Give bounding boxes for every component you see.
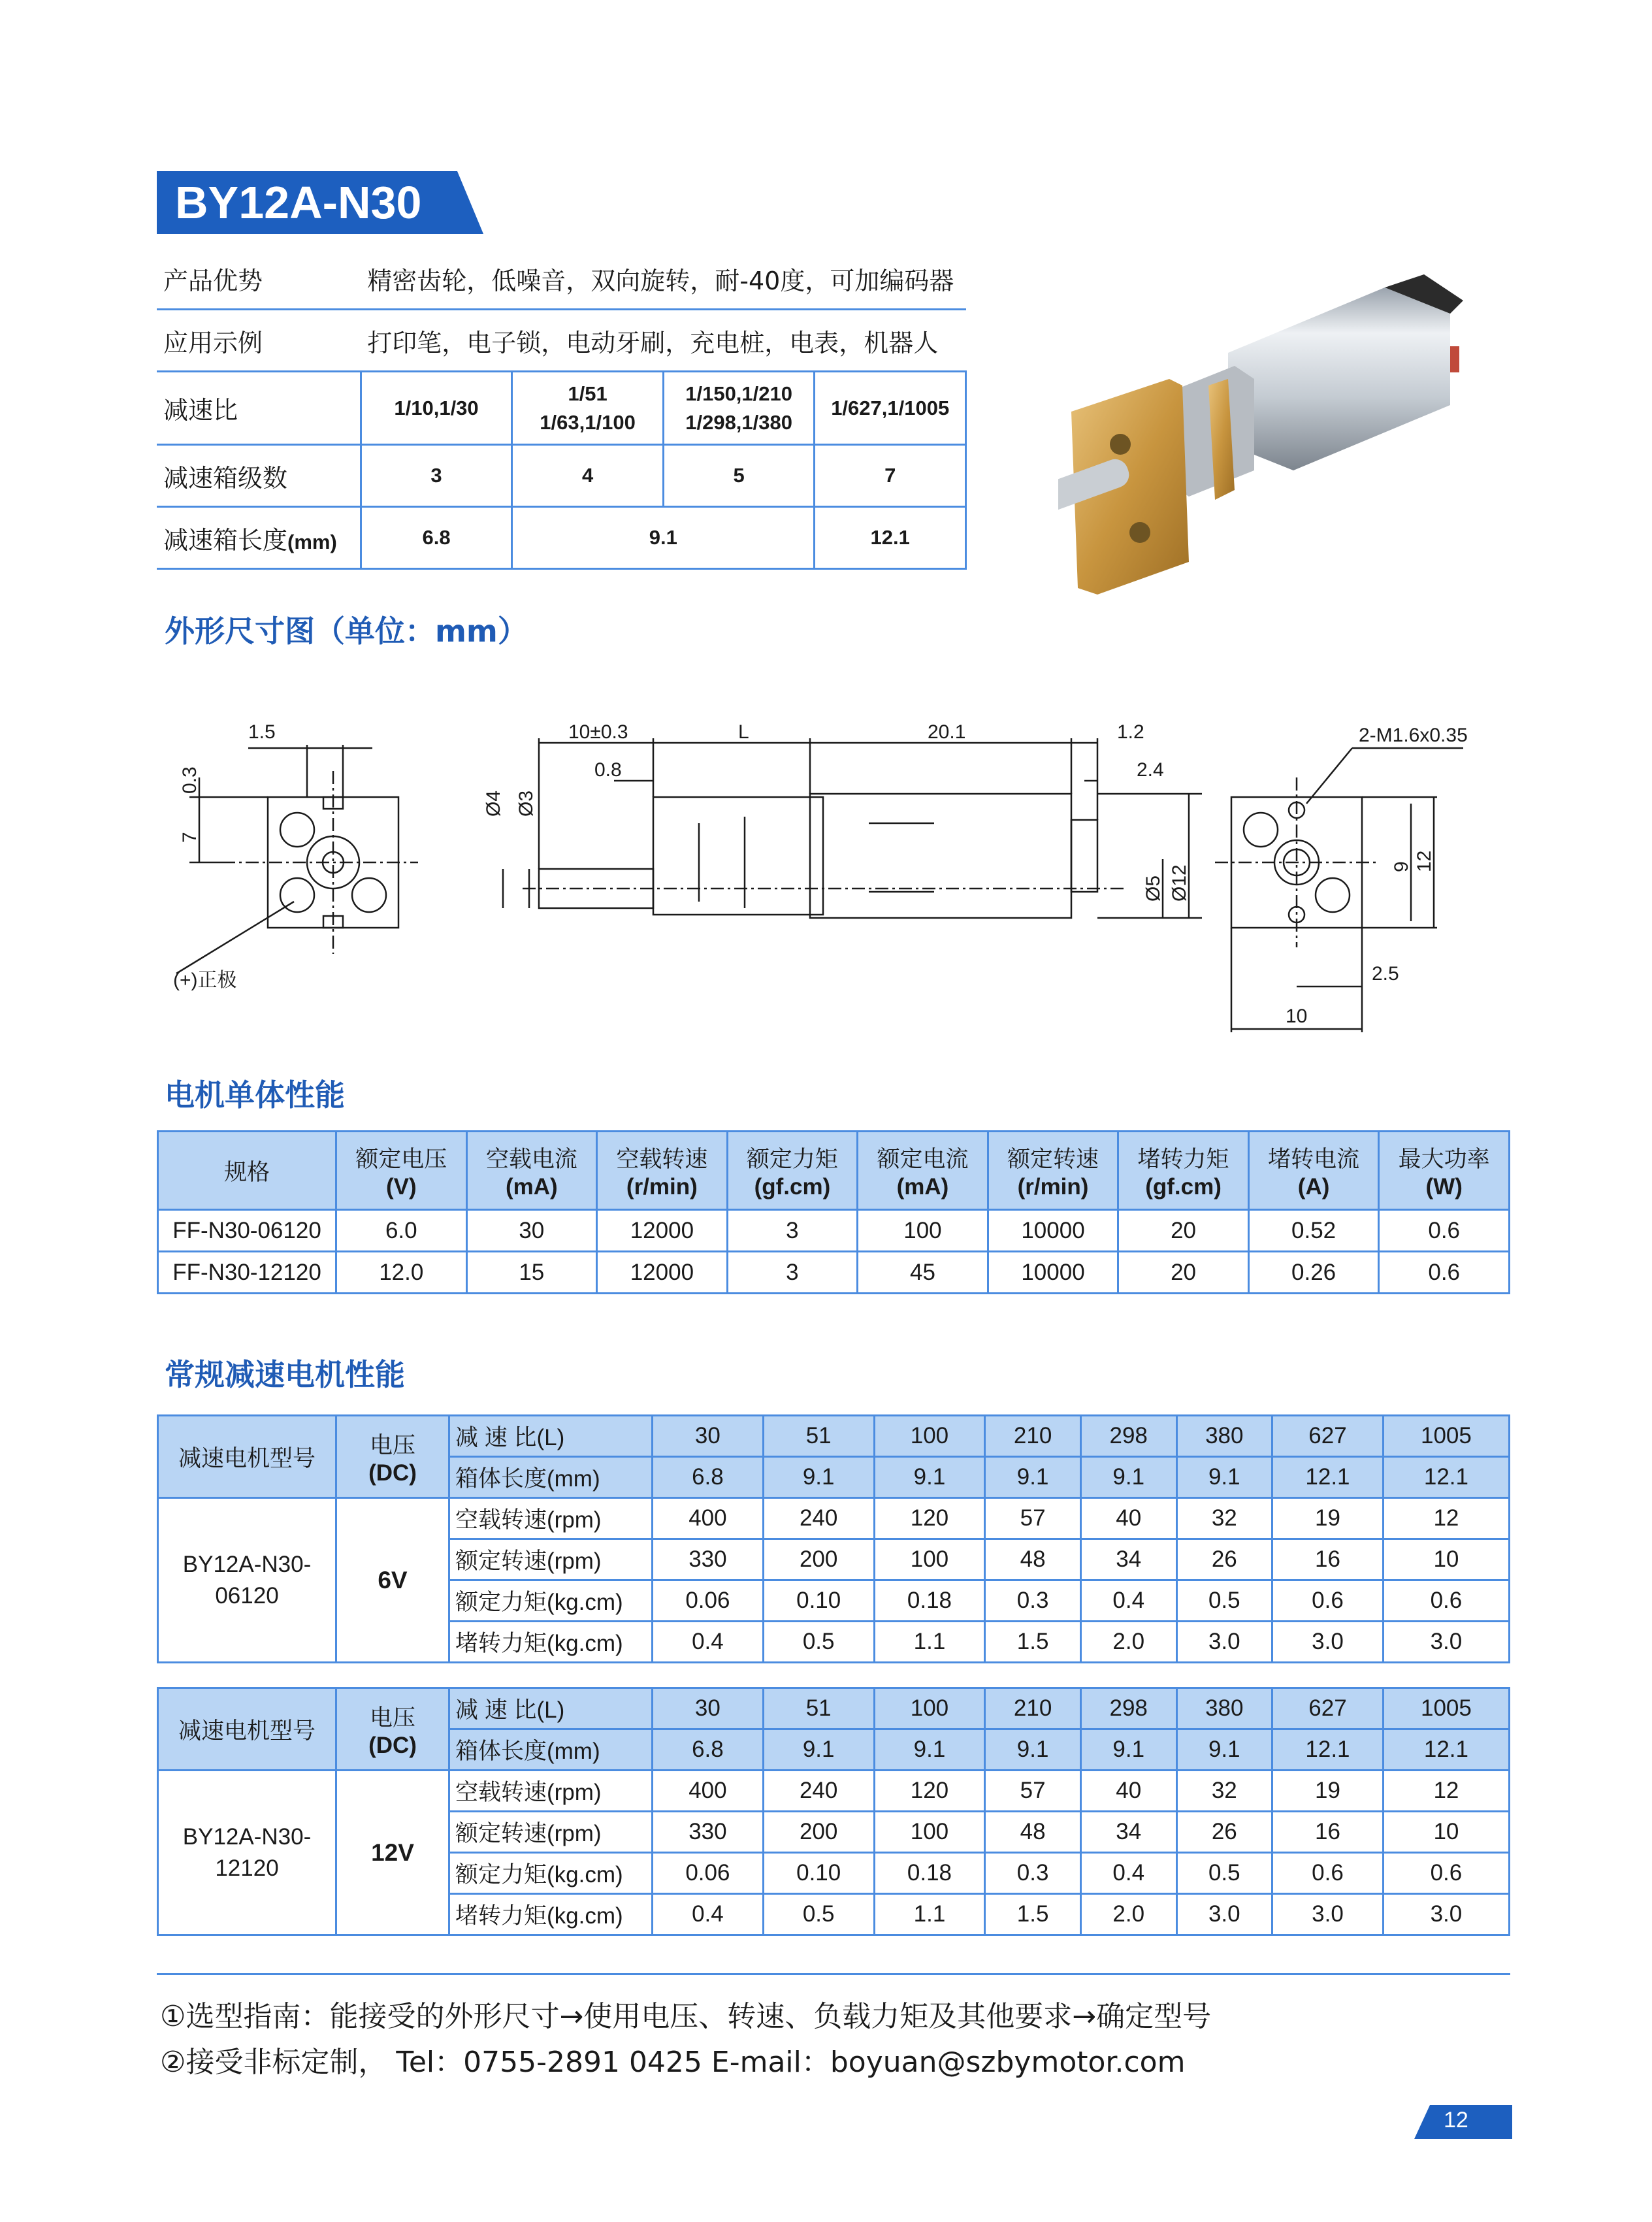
product-photo (1058, 274, 1476, 595)
dim-label: 2-M1.6x0.35 (1359, 725, 1468, 746)
length-cell: 9.1 (1176, 1457, 1272, 1498)
table-cell: 330 (653, 1812, 764, 1853)
length-cell: 12.1 (815, 507, 966, 569)
table-cell: 16 (1272, 1539, 1384, 1580)
header-label: 额定力矩 (746, 1146, 838, 1172)
header-unit: (A) (1297, 1173, 1330, 1200)
gear-header-row (158, 1416, 1510, 1457)
ratio-label: 减 速 比(L) (449, 1416, 653, 1457)
header-cell (1248, 1132, 1379, 1210)
table-cell: 3 (727, 1210, 858, 1252)
length-cell: 9.1 (512, 507, 815, 569)
table-cell: 0.3 (985, 1853, 1081, 1894)
dim-label: Ø12 (1169, 864, 1190, 902)
table-cell: 34 (1080, 1812, 1176, 1853)
table-cell: 19 (1272, 1771, 1384, 1812)
dim-label: Ø5 (1142, 875, 1164, 902)
table-cell: 1.1 (874, 1894, 985, 1935)
table-cell: 30 (466, 1210, 597, 1252)
ratio-cell: 380 (1176, 1688, 1272, 1729)
footer-divider (157, 1973, 1510, 1975)
product-title: BY12A-N30 (175, 177, 422, 228)
dim-label: Ø3 (515, 790, 537, 817)
ratio-cell: 298 (1080, 1416, 1176, 1457)
header-label: 空载电流 (485, 1146, 577, 1172)
row-label: 额定转速(rpm) (449, 1539, 653, 1580)
dimension-drawing (157, 712, 1515, 1052)
table-cell: 15 (466, 1252, 597, 1294)
length-cell: 9.1 (1080, 1457, 1176, 1498)
stages-cell: 3 (361, 445, 512, 507)
model-label: 减速电机型号 (158, 1688, 336, 1771)
table-cell: 10000 (988, 1210, 1118, 1252)
application-value: 打印笔，电子锁，电动牙刷，充电桩，电表，机器人 (361, 310, 965, 372)
gear-section-title: 常规减速电机性能 (165, 1357, 405, 1392)
table-cell: 0.5 (763, 1894, 874, 1935)
spec-table (157, 248, 967, 570)
header-label: 最大功率 (1398, 1146, 1490, 1172)
header-cell (988, 1132, 1118, 1210)
table-cell: 0.4 (1080, 1853, 1176, 1894)
table-cell: 0.4 (653, 1894, 764, 1935)
table-cell: 2.0 (1080, 1622, 1176, 1663)
motor-can (1228, 287, 1450, 470)
table-cell: 0.5 (1176, 1580, 1272, 1622)
model-label: 减速电机型号 (158, 1416, 336, 1498)
header-unit: (gf.cm) (754, 1173, 831, 1200)
header-cell (336, 1132, 467, 1210)
motor-table (157, 1130, 1510, 1294)
length-cell: 9.1 (1080, 1729, 1176, 1771)
voltage-dc: (DC) (368, 1460, 417, 1486)
table-cell: 0.10 (763, 1853, 874, 1894)
table-cell: 0.4 (653, 1622, 764, 1663)
table-row (158, 1498, 1510, 1539)
ratio-cell: 1/51 1/63,1/100 (512, 372, 664, 445)
table-cell: 0.52 (1248, 1210, 1379, 1252)
table-cell: 10000 (988, 1252, 1118, 1294)
table-cell: 20 (1118, 1210, 1249, 1252)
ratio-cell: 1005 (1383, 1688, 1509, 1729)
length-cell: 12.1 (1272, 1457, 1384, 1498)
length-cell: 6.8 (653, 1457, 764, 1498)
table-cell: 1.5 (985, 1894, 1081, 1935)
table-cell: FF-N30-12120 (158, 1252, 336, 1294)
table-cell: 0.6 (1379, 1210, 1510, 1252)
dim-label: 10 (1286, 1005, 1308, 1027)
table-cell: 45 (858, 1252, 988, 1294)
ratio-cell: 100 (874, 1688, 985, 1729)
ratio-cell: 627 (1272, 1688, 1384, 1729)
voltage-cell: 6V (336, 1498, 449, 1663)
table-cell: 1.5 (985, 1622, 1081, 1663)
motor-table-header (158, 1132, 1510, 1210)
page-number: 12 (1444, 2108, 1468, 2132)
voltage-label-cn: 电压 (369, 1432, 415, 1458)
dims-title: 外形尺寸图（单位：mm） (165, 613, 528, 649)
table-cell: 0.4 (1080, 1580, 1176, 1622)
table-row (158, 1252, 1510, 1294)
voltage-label (336, 1416, 449, 1498)
gear-table-12v (157, 1687, 1510, 1936)
table-cell: 12000 (597, 1210, 728, 1252)
header-unit: (r/min) (1017, 1173, 1089, 1200)
table-cell: 200 (763, 1812, 874, 1853)
table-cell: 0.5 (1176, 1853, 1272, 1894)
table-cell: 0.18 (874, 1853, 985, 1894)
length-cell: 9.1 (763, 1729, 874, 1771)
dim-label: 9 (1391, 861, 1412, 872)
mount-hole-icon (1129, 522, 1150, 543)
table-cell: 20 (1118, 1252, 1249, 1294)
ratio-cell: 1/10,1/30 (361, 372, 512, 445)
header-unit: (mA) (896, 1173, 949, 1200)
footer-line-2: ②接受非标定制， Tel：0755-2891 0425 E-mail：boyuan@szbymotor.com (160, 2046, 1186, 2079)
table-cell: 0.6 (1379, 1252, 1510, 1294)
header-cell (1379, 1132, 1510, 1210)
stages-cell: 4 (512, 445, 664, 507)
ratio-cell: 30 (653, 1416, 764, 1457)
table-cell: 3.0 (1383, 1894, 1509, 1935)
header-cell (1118, 1132, 1249, 1210)
ratio-cell: 1005 (1383, 1416, 1509, 1457)
table-cell: 0.6 (1272, 1853, 1384, 1894)
table-cell: 48 (985, 1539, 1081, 1580)
header-cell (727, 1132, 858, 1210)
dim-label: 1.5 (248, 721, 276, 743)
table-cell: 26 (1176, 1812, 1272, 1853)
footer-line-1: ①选型指南：能接受的外形尺寸→使用电压、转速、负载力矩及其他要求→确定型号 (160, 2000, 1212, 2033)
advantage-label: 产品优势 (157, 248, 361, 310)
table-cell: 26 (1176, 1539, 1272, 1580)
header-unit: (gf.cm) (1145, 1173, 1222, 1200)
ratio-cell: 210 (985, 1416, 1081, 1457)
table-cell: 0.10 (763, 1580, 874, 1622)
table-cell: 0.6 (1383, 1853, 1509, 1894)
table-cell: 16 (1272, 1812, 1384, 1853)
table-cell: 10 (1383, 1539, 1509, 1580)
voltage-cell: 12V (336, 1771, 449, 1935)
table-cell: 1.1 (874, 1622, 985, 1663)
row-label: 额定力矩(kg.cm) (449, 1853, 653, 1894)
header-unit: (W) (1425, 1173, 1463, 1200)
ratio-cell: 210 (985, 1688, 1081, 1729)
table-cell: 120 (874, 1771, 985, 1812)
dim-label: (+)正极 (173, 970, 237, 991)
table-cell: 32 (1176, 1498, 1272, 1539)
row-label: 空载转速(rpm) (449, 1498, 653, 1539)
header-label: 堵转电流 (1268, 1146, 1360, 1172)
stages-cell: 7 (815, 445, 966, 507)
dim-label: L (738, 721, 749, 743)
length-cell: 12.1 (1383, 1729, 1509, 1771)
row-label: 额定转速(rpm) (449, 1812, 653, 1853)
table-cell: 10 (1383, 1812, 1509, 1853)
header-unit: (V) (385, 1173, 417, 1200)
advantage-value: 精密齿轮，低噪音，双向旋转，耐-40度，可加编码器 (361, 248, 965, 310)
header-label: 堵转力矩 (1137, 1146, 1229, 1172)
motor-section-title: 电机单体性能 (165, 1077, 345, 1113)
header-cell (858, 1132, 988, 1210)
table-cell: 0.6 (1383, 1580, 1509, 1622)
dim-label: Ø4 (483, 790, 504, 817)
header-unit: (mA) (505, 1173, 558, 1200)
table-cell: 0.3 (985, 1580, 1081, 1622)
table-cell: FF-N30-06120 (158, 1210, 336, 1252)
stages-cell: 5 (663, 445, 815, 507)
header-label: 空载转速 (616, 1146, 708, 1172)
ratio-cell: 51 (763, 1416, 874, 1457)
table-cell: 3.0 (1272, 1894, 1384, 1935)
length-cell: 6.8 (361, 507, 512, 569)
length-cell: 9.1 (763, 1457, 874, 1498)
mount-hole-icon (1110, 434, 1131, 455)
table-cell: 240 (763, 1771, 874, 1812)
length-label (157, 507, 361, 569)
ratio-cell: 380 (1176, 1416, 1272, 1457)
length-label: 箱体长度(mm) (449, 1457, 653, 1498)
header-unit: (r/min) (626, 1173, 698, 1200)
table-row (158, 1771, 1510, 1812)
table-cell: 2.0 (1080, 1894, 1176, 1935)
voltage-label (336, 1688, 449, 1771)
table-cell: 32 (1176, 1771, 1272, 1812)
table-cell: 57 (985, 1498, 1081, 1539)
table-cell: 3 (727, 1252, 858, 1294)
table-cell: 100 (874, 1812, 985, 1853)
row-label: 堵转力矩(kg.cm) (449, 1894, 653, 1935)
length-cell: 9.1 (1176, 1729, 1272, 1771)
model-cell: BY12A-N30- 06120 (158, 1498, 336, 1663)
length-cell: 9.1 (874, 1457, 985, 1498)
table-cell: 12000 (597, 1252, 728, 1294)
ratio-cell: 100 (874, 1416, 985, 1457)
table-cell: 48 (985, 1812, 1081, 1853)
table-cell: 0.6 (1272, 1580, 1384, 1622)
gear-table-6v (157, 1414, 1510, 1663)
table-cell: 12 (1383, 1498, 1509, 1539)
dim-label: 10±0.3 (568, 721, 628, 743)
dim-label: 0.8 (594, 759, 622, 781)
ratio-cell: 1/150,1/210 1/298,1/380 (663, 372, 815, 445)
table-cell: 3.0 (1383, 1622, 1509, 1663)
ratio-cell: 1/627,1/1005 (815, 372, 966, 445)
table-cell: 34 (1080, 1539, 1176, 1580)
table-cell: 12 (1383, 1771, 1509, 1812)
table-cell: 100 (874, 1539, 985, 1580)
length-label: 箱体长度(mm) (449, 1729, 653, 1771)
table-cell: 57 (985, 1771, 1081, 1812)
length-cell: 9.1 (985, 1729, 1081, 1771)
table-cell: 3.0 (1176, 1894, 1272, 1935)
dim-label: 20.1 (928, 721, 966, 743)
model-cell: BY12A-N30- 12120 (158, 1771, 336, 1935)
table-cell: 330 (653, 1539, 764, 1580)
stages-label: 减速箱级数 (157, 445, 361, 507)
voltage-dc: (DC) (368, 1732, 417, 1758)
table-cell: 0.06 (653, 1853, 764, 1894)
header-label: 额定电压 (355, 1146, 447, 1172)
table-cell: 0.06 (653, 1580, 764, 1622)
length-cell: 12.1 (1272, 1729, 1384, 1771)
row-label: 堵转力矩(kg.cm) (449, 1622, 653, 1663)
table-cell: 400 (653, 1498, 764, 1539)
table-cell: 6.0 (336, 1210, 467, 1252)
table-cell: 0.5 (763, 1622, 874, 1663)
table-cell: 3.0 (1272, 1622, 1384, 1663)
ratio-cell: 51 (763, 1688, 874, 1729)
ratio-cell: 30 (653, 1688, 764, 1729)
dim-label: 12 (1414, 850, 1435, 872)
dim-label: 2.4 (1137, 759, 1164, 781)
table-cell: 3.0 (1176, 1622, 1272, 1663)
length-label-unit: (mm) (287, 530, 337, 553)
table-cell: 40 (1080, 1498, 1176, 1539)
row-label: 额定力矩(kg.cm) (449, 1580, 653, 1622)
row-label: 空载转速(rpm) (449, 1771, 653, 1812)
table-cell: 400 (653, 1771, 764, 1812)
header-cell: 规格 (158, 1132, 336, 1210)
application-label: 应用示例 (157, 310, 361, 372)
ratio-label: 减速比 (157, 372, 361, 445)
header-label: 额定电流 (877, 1146, 969, 1172)
dim-label: 2.5 (1372, 963, 1399, 985)
terminal (1450, 346, 1459, 372)
table-cell: 19 (1272, 1498, 1384, 1539)
ratio-cell: 298 (1080, 1688, 1176, 1729)
table-cell: 0.26 (1248, 1252, 1379, 1294)
table-row (158, 1210, 1510, 1252)
voltage-label-cn: 电压 (369, 1705, 415, 1731)
table-cell: 0.18 (874, 1580, 985, 1622)
table-cell: 120 (874, 1498, 985, 1539)
length-cell: 6.8 (653, 1729, 764, 1771)
header-cell (466, 1132, 597, 1210)
table-cell: 240 (763, 1498, 874, 1539)
header-cell (597, 1132, 728, 1210)
table-cell: 100 (858, 1210, 988, 1252)
dim-label: 1.2 (1117, 721, 1144, 743)
ratio-cell: 627 (1272, 1416, 1384, 1457)
length-cell: 9.1 (874, 1729, 985, 1771)
ratio-label: 减 速 比(L) (449, 1688, 653, 1729)
length-cell: 12.1 (1383, 1457, 1509, 1498)
length-label-cn: 减速箱长度 (163, 525, 288, 555)
table-cell: 12.0 (336, 1252, 467, 1294)
length-cell: 9.1 (985, 1457, 1081, 1498)
table-cell: 200 (763, 1539, 874, 1580)
dim-label: 7 (179, 832, 201, 843)
table-cell: 40 (1080, 1771, 1176, 1812)
dim-label: 0.3 (179, 766, 201, 794)
gear-header-row (158, 1688, 1510, 1729)
header-label: 额定转速 (1007, 1146, 1099, 1172)
